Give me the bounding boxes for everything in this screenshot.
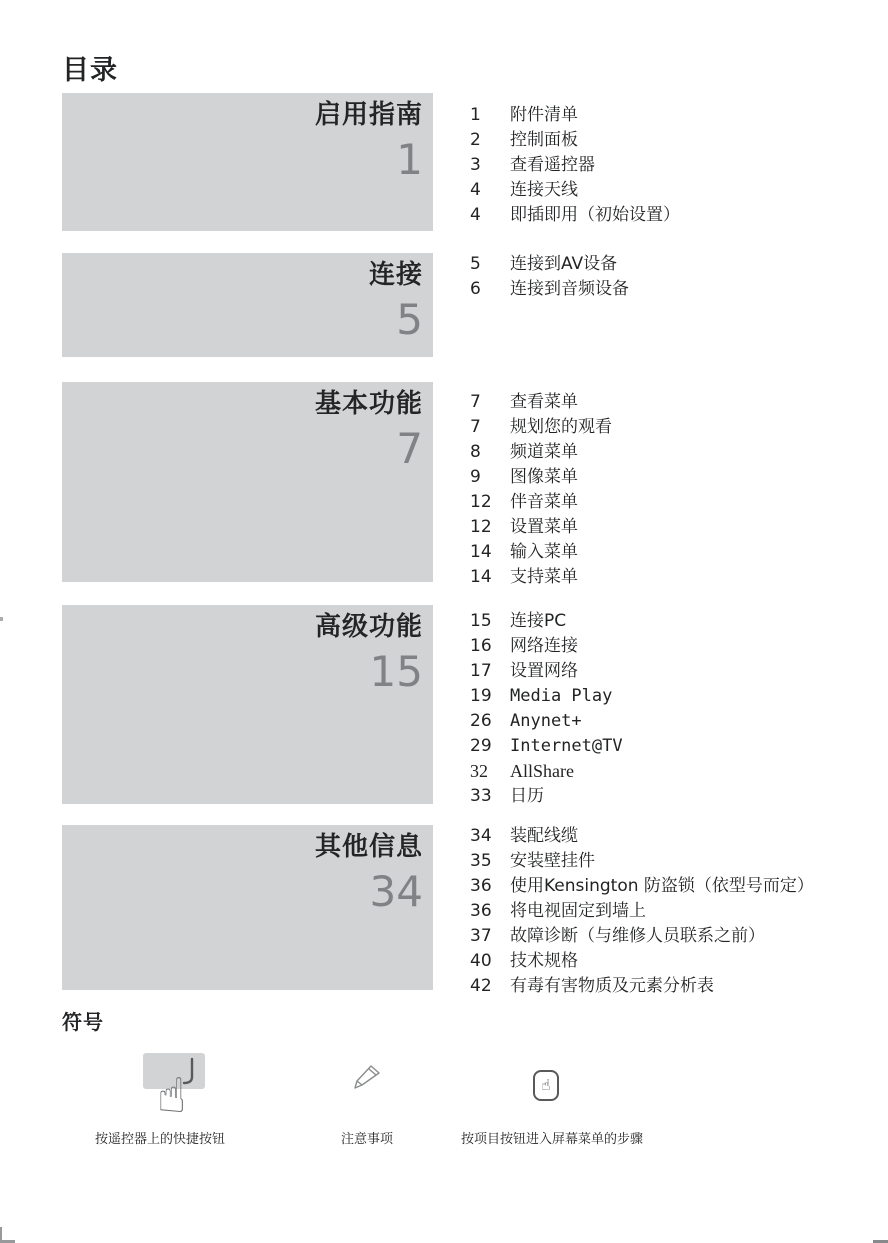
toc-list-connections (470, 252, 629, 302)
toc-entry-label: 连接天线 (510, 180, 578, 200)
toc-entry (470, 515, 612, 540)
toc-list-getting-started (470, 103, 680, 228)
toc-entry (470, 709, 623, 734)
toc-entry (470, 103, 680, 128)
section-box-connections (62, 253, 433, 357)
toc-entry-page: 29 (470, 736, 492, 756)
tools-button-icon (533, 1070, 559, 1101)
toc-entry-label: 输入菜单 (510, 542, 578, 562)
toc-entry (470, 440, 612, 465)
toc-entry-label: 连接到音频设备 (510, 279, 629, 299)
section-title: 启用指南 (314, 100, 423, 130)
toc-entry (470, 634, 623, 659)
section-box-getting-started (62, 93, 433, 231)
toc-entry-label: 设置网络 (510, 661, 578, 681)
toc-entry-page: 1 (470, 105, 481, 125)
section-title: 高级功能 (314, 612, 423, 642)
toc-entry-label: AllShare (510, 761, 574, 781)
toc-entry (470, 415, 612, 440)
section-box-basic-features (62, 382, 433, 582)
section-start-page: 15 (369, 647, 423, 696)
toc-entry (470, 277, 629, 302)
toc-entry (470, 252, 629, 277)
toc-entry (470, 178, 680, 203)
toc-entry-page: 17 (470, 661, 492, 681)
section-start-page: 7 (396, 424, 423, 473)
toc-entry-page: 19 (470, 686, 492, 706)
toc-entry-page: 2 (470, 130, 481, 150)
toc-entry-page: 14 (470, 567, 492, 587)
toc-entry (470, 949, 814, 974)
toc-entry-label: 图像菜单 (510, 467, 578, 487)
toc-entry-label: 日历 (510, 786, 544, 806)
tools-button-hand-glyph: ☝ (541, 1076, 551, 1094)
pressing-hand-icon: ☝ (157, 1068, 187, 1124)
toc-entry-label: 规划您的观看 (510, 417, 612, 437)
toc-entry-label: 频道菜单 (510, 442, 578, 462)
toc-entry-page: 4 (470, 205, 481, 225)
toc-entry-label: Media Play (510, 686, 613, 706)
toc-entry-label: 故障诊断（与维修人员联系之前） (510, 926, 765, 946)
toc-entry-page: 12 (470, 517, 492, 537)
toc-entry-label: 有毒有害物质及元素分析表 (510, 976, 714, 996)
toc-entry-page: 37 (470, 926, 492, 946)
toc-entry-page: 33 (470, 786, 492, 806)
toc-entry-label: 技术规格 (510, 951, 578, 971)
toc-entry (470, 659, 623, 684)
toc-entry-page: 4 (470, 180, 481, 200)
section-title: 基本功能 (314, 389, 423, 419)
toc-entry (470, 759, 623, 784)
toc-entry-label: 网络连接 (510, 636, 578, 656)
toc-entry-page: 34 (470, 826, 492, 846)
toc-entry (470, 899, 814, 924)
toc-entry-page: 40 (470, 951, 492, 971)
left-edge-tick-mark (0, 617, 3, 621)
toc-entry (470, 849, 814, 874)
symbol-caption-note: 注意事项 (340, 1132, 393, 1147)
toc-entry-page: 36 (470, 901, 492, 921)
toc-entry-page: 5 (470, 254, 481, 274)
toc-entry-label: Internet@TV (510, 736, 623, 756)
toc-entry-page: 6 (470, 279, 481, 299)
toc-entry-label: 设置菜单 (510, 517, 578, 537)
toc-entry-page: 26 (470, 711, 492, 731)
note-pencil-icon (349, 1062, 383, 1092)
toc-entry (470, 203, 680, 228)
toc-entry-label: 附件清单 (510, 105, 578, 125)
toc-entry-label: 控制面板 (510, 130, 578, 150)
section-start-page: 34 (369, 867, 423, 916)
toc-entry (470, 874, 814, 899)
toc-entry-page: 36 (470, 876, 492, 896)
section-box-advanced-features (62, 605, 433, 804)
toc-entry-page: 8 (470, 442, 481, 462)
toc-entry-label: 查看遥控器 (510, 155, 595, 175)
toc-entry (470, 974, 814, 999)
section-title: 连接 (368, 260, 423, 290)
toc-list-basic-features (470, 390, 612, 590)
toc-entry-page: 35 (470, 851, 492, 871)
toc-entry-page: 9 (470, 467, 481, 487)
toc-list-advanced-features (470, 609, 623, 809)
toc-entry-label: 装配线缆 (510, 826, 578, 846)
toc-entry-label: 伴音菜单 (510, 492, 578, 512)
toc-entry-label: Anynet+ (510, 711, 582, 731)
toc-entry-page: 7 (470, 392, 481, 412)
toc-entry (470, 490, 612, 515)
section-title: 其他信息 (314, 832, 423, 862)
toc-entry (470, 390, 612, 415)
toc-entry (470, 784, 623, 809)
symbols-title: 符号 (62, 1010, 104, 1034)
toc-entry-label: 使用Kensington 防盗锁（依型号而定） (510, 876, 814, 896)
toc-list-other-information (470, 824, 814, 999)
toc-entry-label: 连接到AV设备 (510, 254, 618, 274)
toc-entry-page: 32 (470, 761, 488, 781)
toc-entry-label: 安装壁挂件 (510, 851, 595, 871)
toc-entry (470, 684, 623, 709)
toc-entry (470, 128, 680, 153)
symbol-caption-tools: 按项目按钮进入屏幕菜单的步骤 (460, 1132, 643, 1147)
toc-entry-page: 12 (470, 492, 492, 512)
toc-entry-page: 42 (470, 976, 492, 996)
section-box-other-information (62, 825, 433, 990)
toc-entry (470, 824, 814, 849)
section-start-page: 1 (396, 135, 423, 184)
toc-entry-page: 16 (470, 636, 492, 656)
toc-entry-page: 3 (470, 155, 481, 175)
toc-entry-page: 15 (470, 611, 492, 631)
toc-entry (470, 540, 612, 565)
toc-entry (470, 465, 612, 490)
toc-entry (470, 565, 612, 590)
toc-entry-label: 即插即用（初始设置） (510, 205, 680, 225)
toc-entry-label: 查看菜单 (510, 392, 578, 412)
toc-entry (470, 734, 623, 759)
toc-entry-page: 7 (470, 417, 481, 437)
symbol-caption-shortcut: 按遥控器上的快捷按钮 (94, 1132, 225, 1147)
section-start-page: 5 (396, 295, 423, 344)
toc-entry (470, 609, 623, 634)
toc-entry-label: 连接PC (510, 611, 567, 631)
page-title: 目录 (62, 55, 118, 86)
toc-entry (470, 924, 814, 949)
toc-entry-label: 将电视固定到墙上 (510, 901, 646, 921)
toc-entry (470, 153, 680, 178)
toc-entry-page: 14 (470, 542, 492, 562)
toc-entry-label: 支持菜单 (510, 567, 578, 587)
